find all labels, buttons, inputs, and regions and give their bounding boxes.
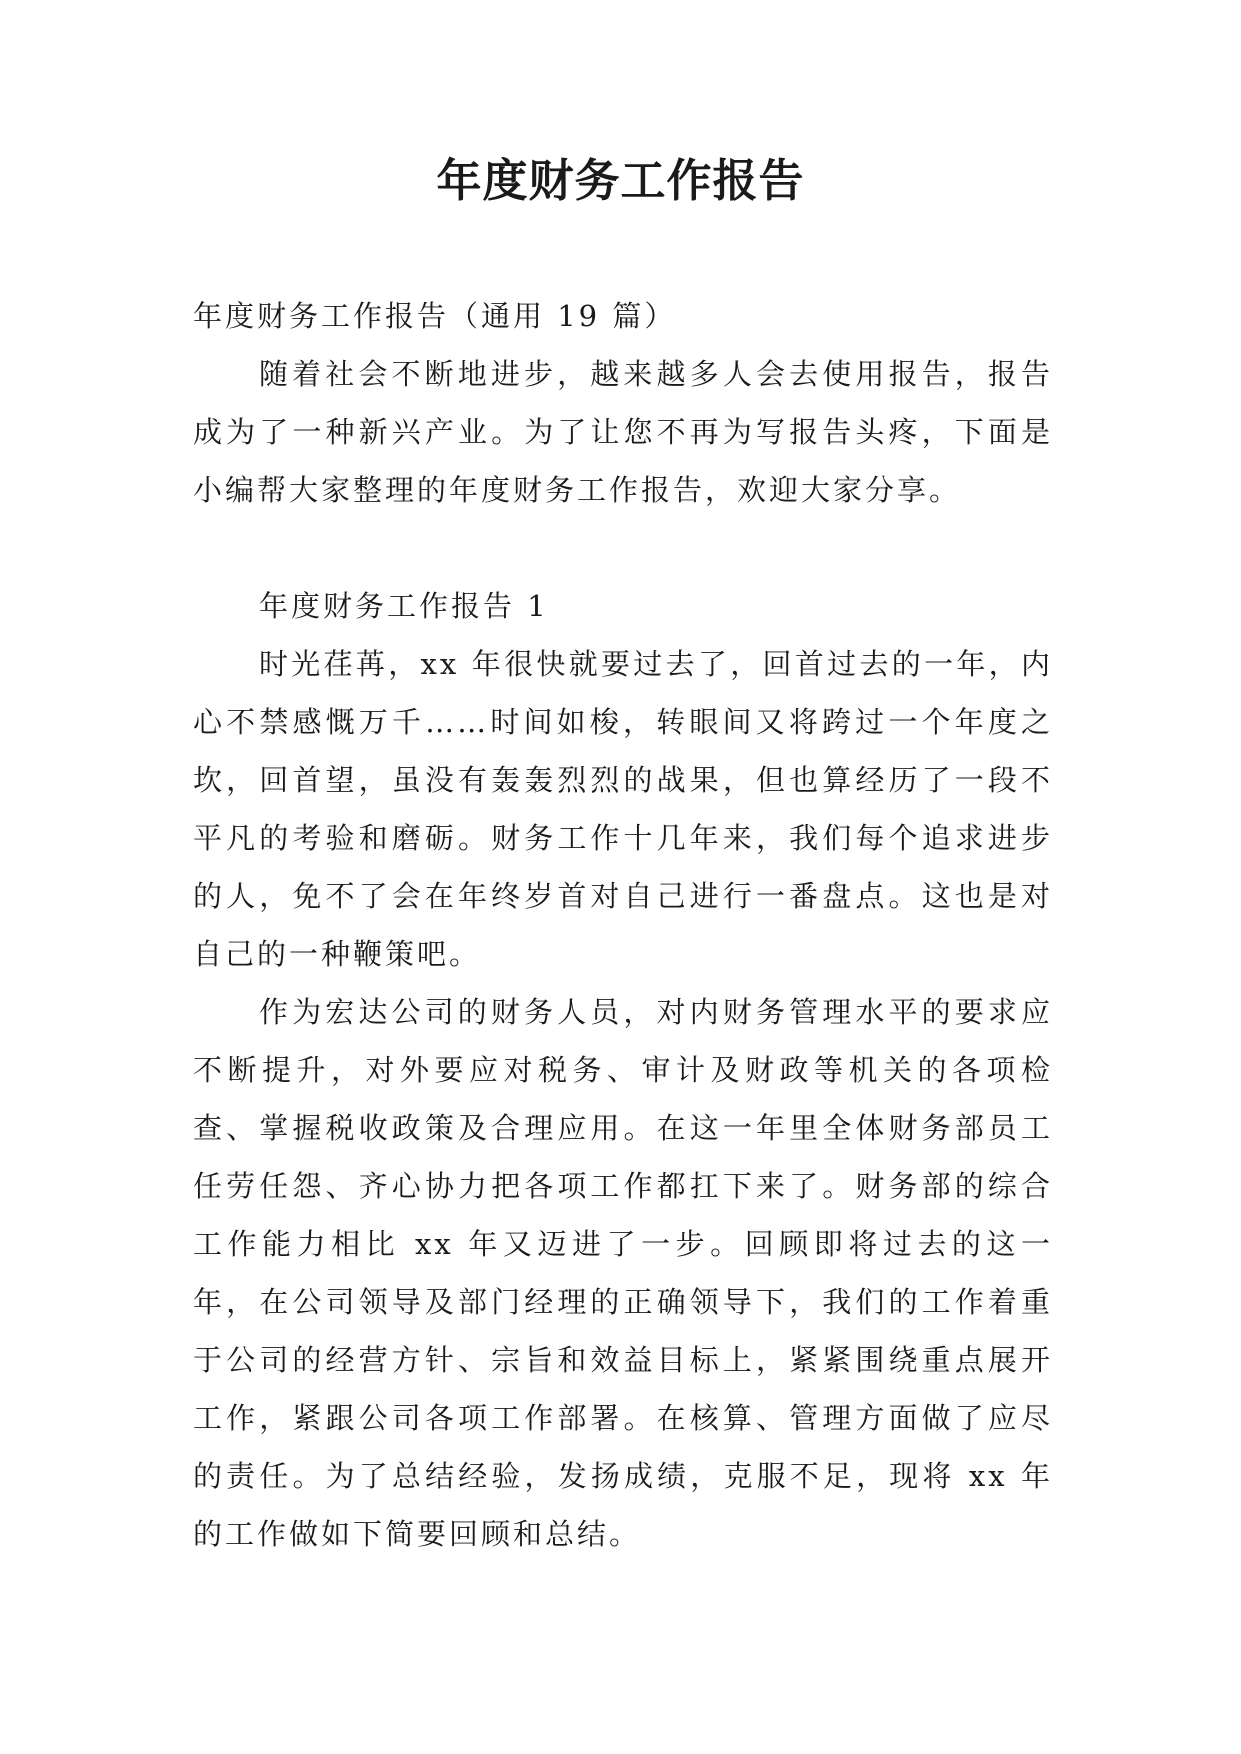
body-paragraph-1: 时光荏苒，xx 年很快就要过去了，回首过去的一年，内心不禁感慨万千……时间如梭，转眼间又将跨过一个年度之坎，回首望，虽没有轰轰烈烈的战果，但也算经历了一段不平凡的考验和磨砺。财务工作十几年来，我们每个追求进步的人，免不了会在年终岁首对自己进行一番盘点。这也是对自己的一种鞭策吧。 (193, 647, 1053, 971)
intro-block (193, 345, 1053, 519)
body-paragraph-2: 作为宏达公司的财务人员，对内财务管理水平的要求应不断提升，对外要应对税务、审计及财政等机关的各项检查、掌握税收政策及合理应用。在这一年里全体财务部员工任劳任怨、齐心协力把各项工作都扛下来了。财务部的综合工作能力相比 xx 年又迈进了一步。回顾即将过去的这一年，在公司领导及部门经理的正确领导下，我们的工作着重于公司的经营方针、宗旨和效益目标上，紧紧围绕重点展开工作，紧跟公司各项工作部署。在核算、管理方面做了应尽的责任。为了总结经验，发扬成绩，克服不足，现将 xx 年的工作做如下简要回顾和总结。 (193, 995, 1053, 1551)
section-1 (193, 577, 1053, 1563)
document-subtitle: 年度财务工作报告（通用 19 篇） (193, 299, 677, 333)
section-heading: 年度财务工作报告 1 (259, 589, 549, 623)
intro-paragraph: 随着社会不断地进步，越来越多人会去使用报告，报告成为了一种新兴产业。为了让您不再为写报告头疼，下面是小编帮大家整理的年度财务工作报告，欢迎大家分享。 (193, 357, 1053, 507)
document-title: 年度财务工作报告 (436, 154, 805, 207)
